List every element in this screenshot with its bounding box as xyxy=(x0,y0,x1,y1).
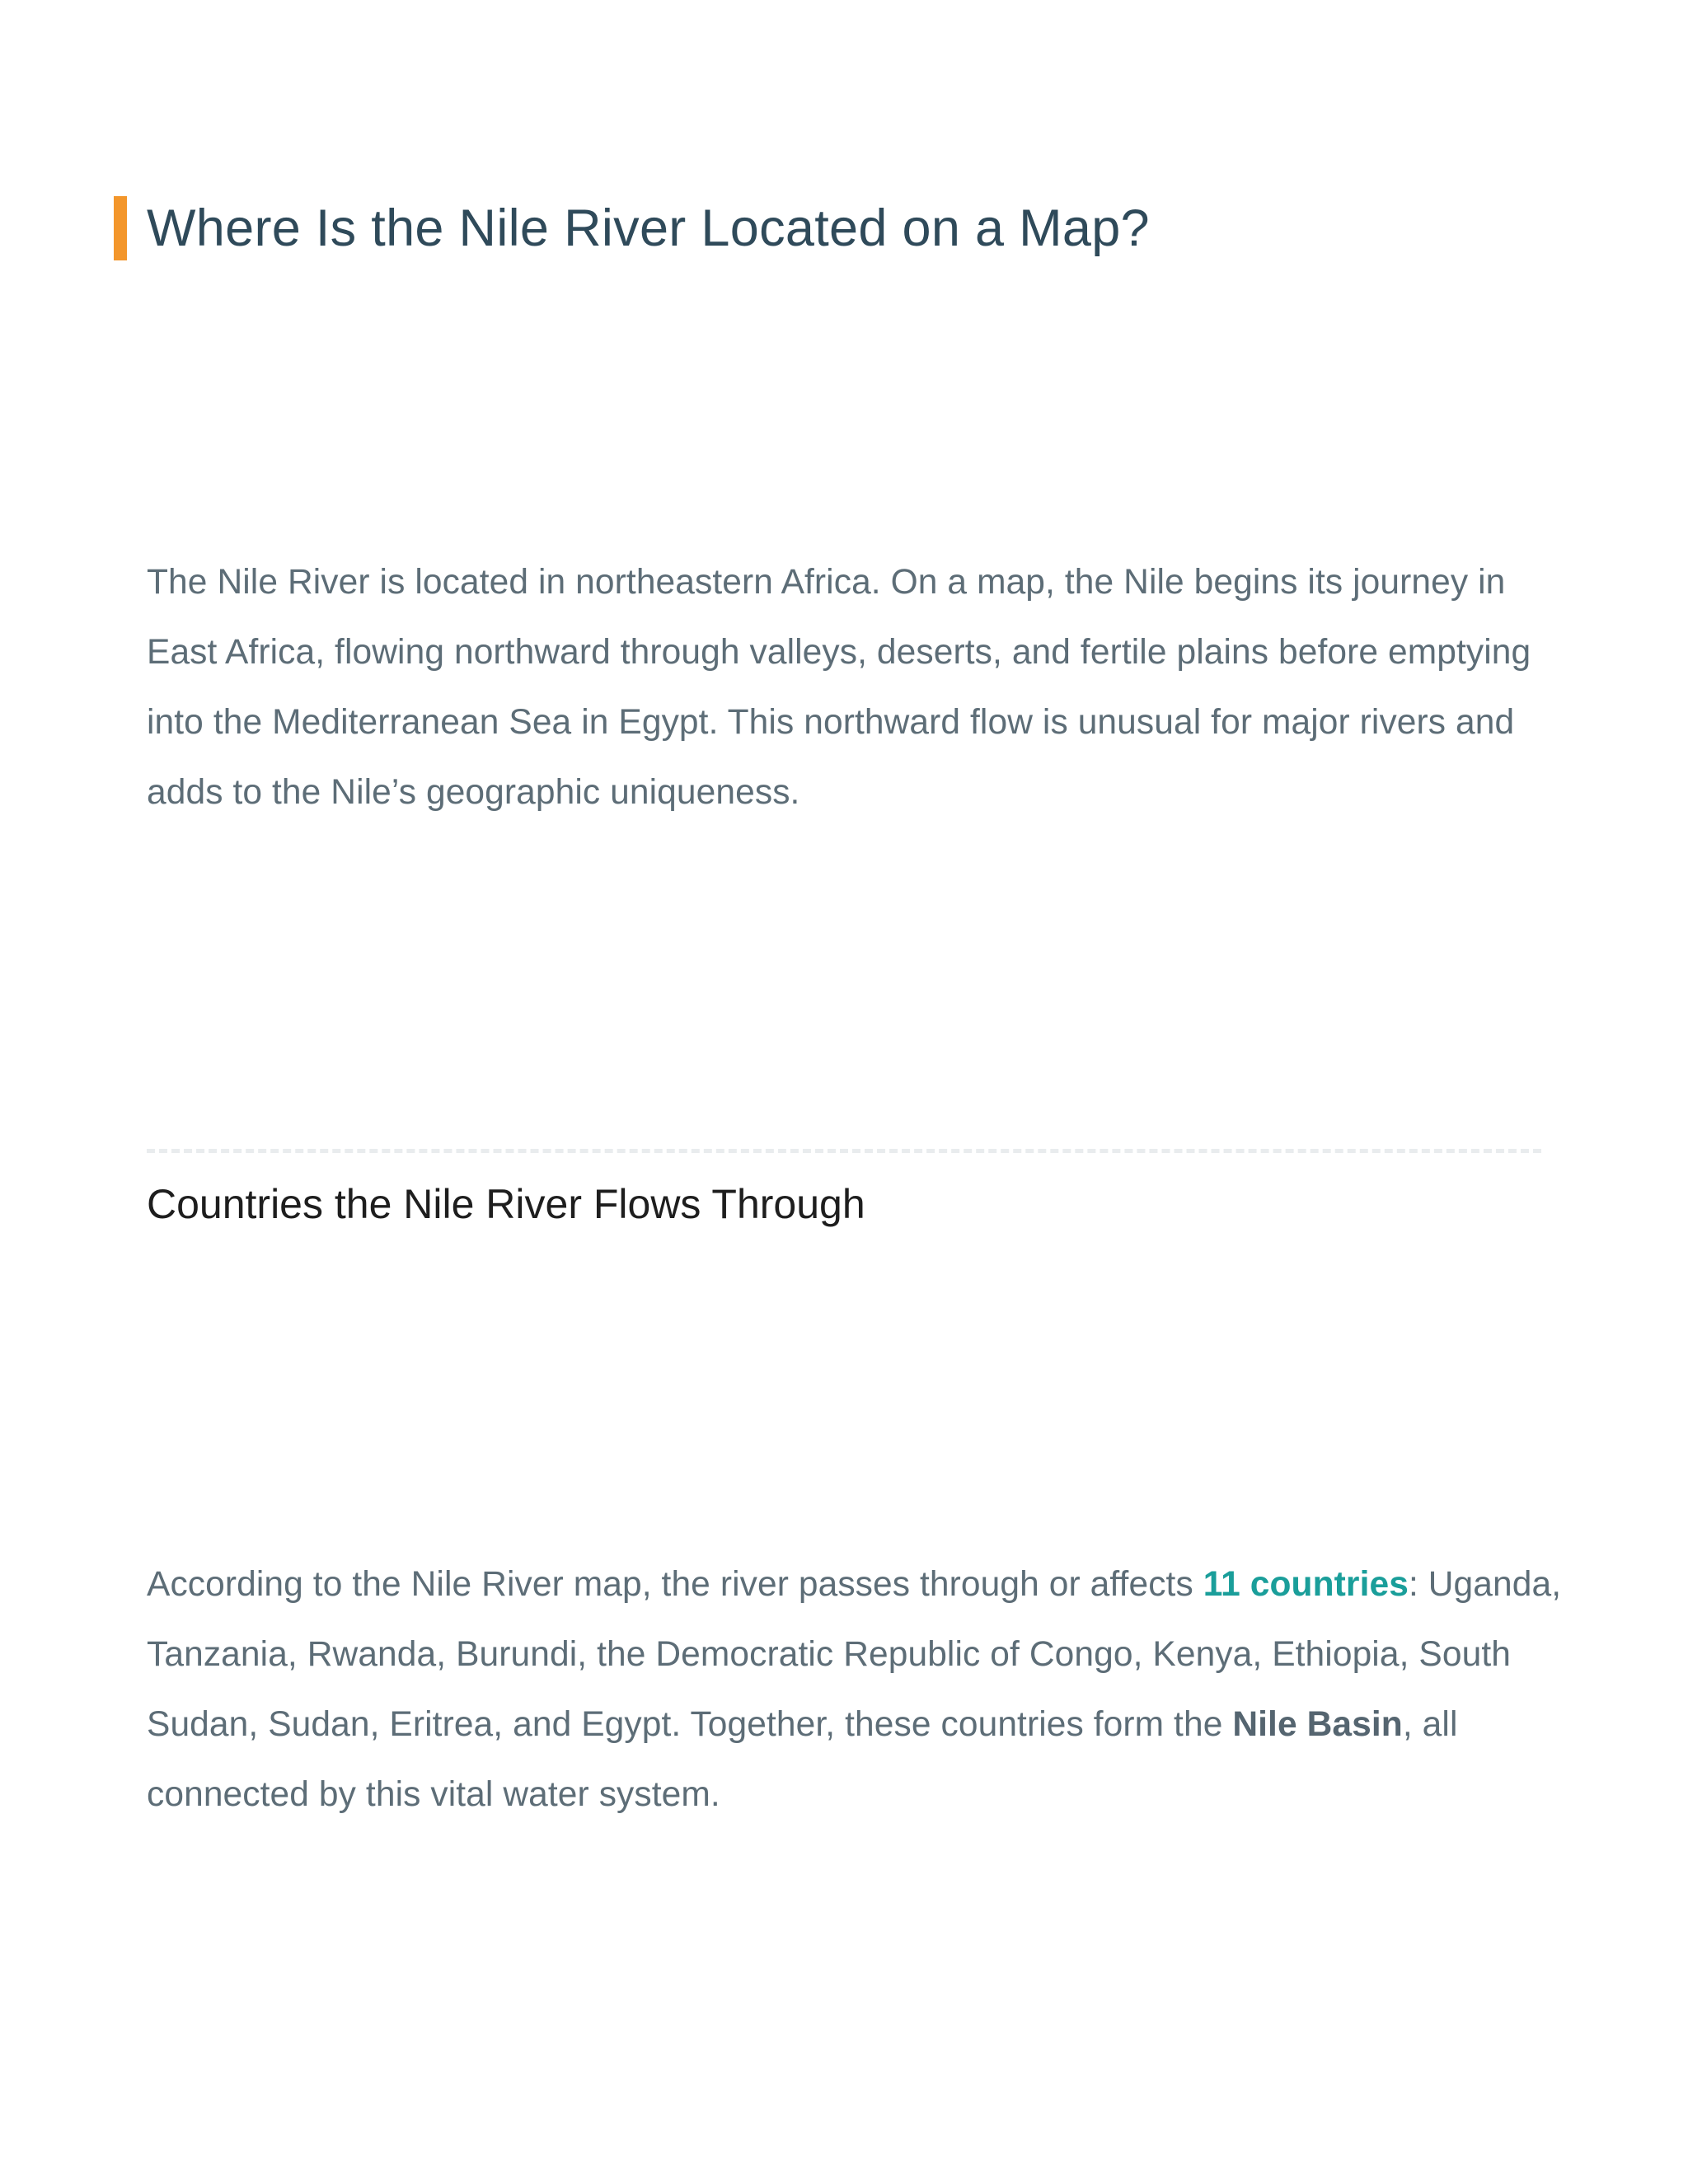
nile-basin-highlight: Nile Basin xyxy=(1232,1705,1403,1744)
countries-text-part3: , all connected by this vital water system. xyxy=(147,1705,1458,1814)
countries-paragraph xyxy=(147,1549,1564,1830)
section-heading-wrap xyxy=(114,194,1150,262)
nile-location-heading: Where Is the Nile River Located on a Map? xyxy=(147,199,1150,257)
heading-accent-bar xyxy=(114,196,127,260)
countries-text-part1: According to the Nile River map, the river passes through or affects xyxy=(147,1565,1203,1604)
nile-location-paragraph: The Nile River is located in northeastern Africa. On a map, the Nile begins its journey in East Africa, flowing northward through valleys, deserts, and fertile plains before emptying into the Mediterranean Sea in Egypt. This northward flow is unusual for major rivers and adds to the Nile’s geographic uniqueness. xyxy=(147,563,1531,812)
countries-heading: Countries the Nile River Flows Through xyxy=(147,1181,865,1227)
section-divider xyxy=(147,1149,1541,1153)
countries-text-part2: : Uganda, Tanzania, Rwanda, Burundi, the Democratic Republic of Congo, Kenya, Ethiopia, South Sudan, Sudan, Eritrea, and Egypt. Together, these countries form the xyxy=(147,1565,1562,1744)
countries-count-highlight: 11 countries xyxy=(1203,1565,1409,1604)
